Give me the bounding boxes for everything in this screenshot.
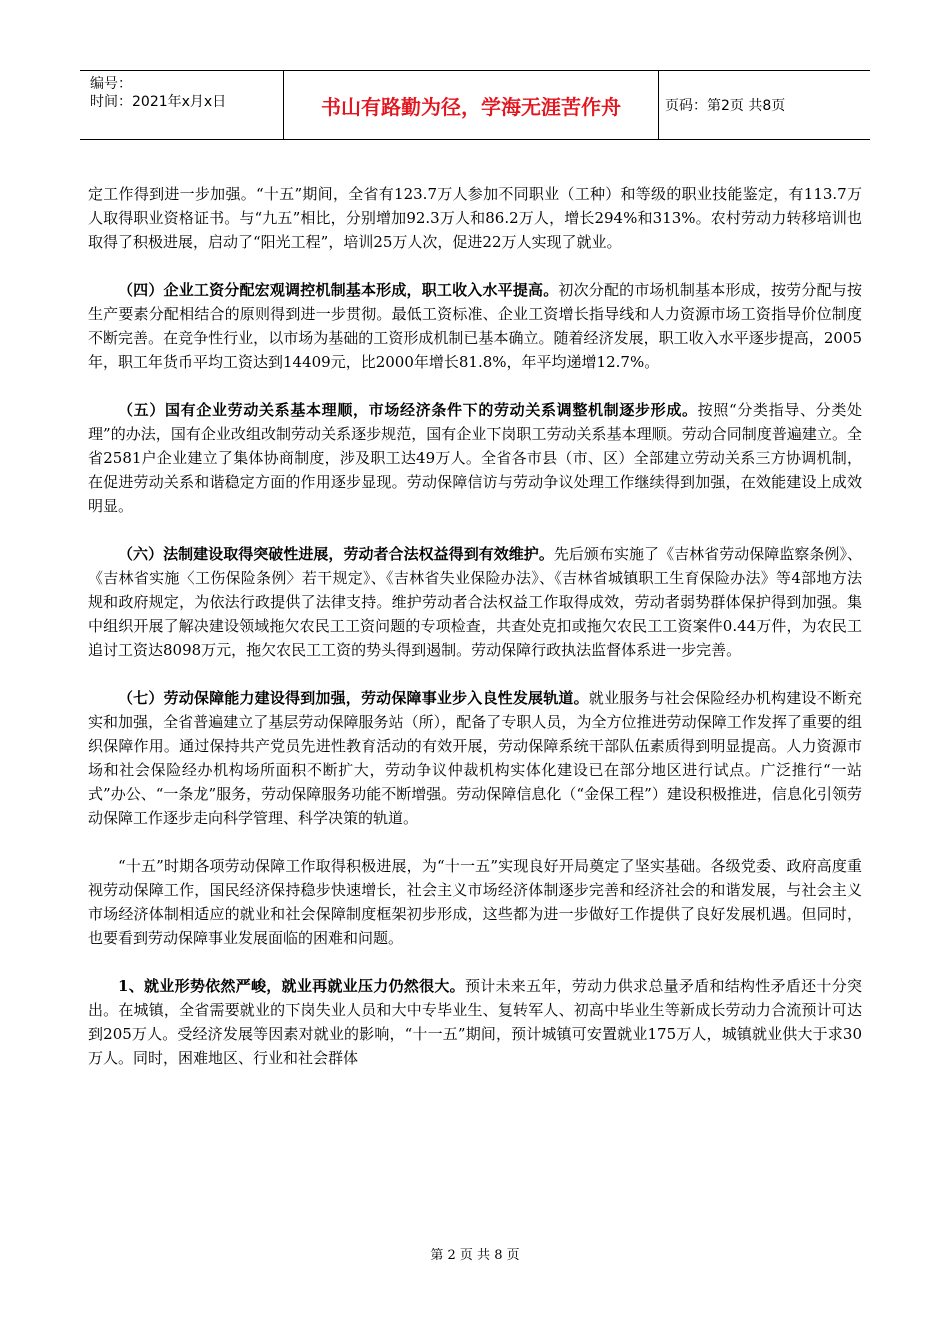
paragraph-issue-1 (88, 974, 862, 1070)
header-motto: 书山有路勤为径，学海无涯苦作舟 (284, 71, 659, 139)
section-heading: （六）法制建设取得突破性进展，劳动者合法权益得到有效维护。 (118, 545, 554, 563)
paragraph-section-4 (88, 278, 862, 374)
paragraph-text: 预计未来五年，劳动力供求总量矛盾和结构性矛盾还十分突出。在城镇，全省需要就业的下岗失业人员和大中专毕业生、复转军人、初高中毕业生等新成长劳动力合流预计可达到205万人。受经济发展等因素对就业的影响，“十一五”期间，预计城镇可安置就业175万人，城镇就业供大于求30万人。同时，困难地区、行业和社会群体 (88, 977, 862, 1067)
section-heading: （四）企业工资分配宏观调控机制基本形成，职工收入水平提高。 (118, 281, 559, 299)
page-footer: 第 2 页 共 8 页 (430, 1248, 520, 1263)
paragraph-text: 先后颁布实施了《吉林省劳动保障监察条例》、《吉林省实施〈工伤保险条例〉若干规定》、《吉林省失业保险办法》、《吉林省城镇职工生育保险办法》等4部地方法规和政府规定，为依法行政提供了法律支持。维护劳动者合法权益工作取得成效，劳动者弱势群体保护得到加强。集中组织开展了解决建设领域拖欠农民工工资问题的专项检查，共查处克扣或拖欠农民工工资案件0.44万件，为农民工追讨工资达8098万元，拖欠农民工工资的势头得到遏制。劳动保障行政执法监督体系进一步完善。 (88, 545, 862, 659)
section-heading: 1、就业形势依然严峻，就业再就业压力仍然很大。 (118, 977, 465, 995)
paragraph-section-7 (88, 686, 862, 830)
header-meta (80, 71, 284, 139)
paragraph-section-5 (88, 398, 862, 518)
document-body (88, 182, 862, 1094)
paragraph-text: 按照“分类指导、分类处理”的办法，国有企业改组改制劳动关系逐步规范，国有企业下岗职工劳动关系基本理顺。劳动合同制度普遍建立。全省2581户企业建立了集体协商制度，涉及职工达49万人。全省各市县（市、区）全部建立劳动关系三方协调机制，在促进劳动关系和谐稳定方面的作用逐步显现。劳动保障信访与劳动争议处理工作继续得到加强，在效能建设上成效明显。 (88, 401, 862, 515)
paragraph-summary (88, 854, 862, 950)
section-heading: （七）劳动保障能力建设得到加强，劳动保障事业步入良性发展轨道。 (118, 689, 589, 707)
paragraph-continuation (88, 182, 862, 254)
paragraph-text: 就业服务与社会保险经办机构建设不断充实和加强，全省普遍建立了基层劳动保障服务站（所），配备了专职人员，为全方位推进劳动保障工作发挥了重要的组织保障作用。通过保持共产党员先进性教育活动的有效开展，劳动保障系统干部队伍素质得到明显提高。人力资源市场和社会保险经办机构场所面积不断扩大，劳动争议仲裁机构实体化建设已在部分地区进行试点。广泛推行“一站式”办公、“一条龙”服务，劳动保障服务功能不断增强。劳动保障信息化（“金保工程”）建设积极推进，信息化引领劳动保障工作逐步走向科学管理、科学决策的轨道。 (88, 689, 862, 827)
paragraph-text: 定工作得到进一步加强。“十五”期间，全省有123.7万人参加不同职业（工种）和等级的职业技能鉴定，有113.7万人取得职业资格证书。与“九五”相比，分别增加92.3万人和86.2万人，增长294%和313%。农村劳动力转移培训也取得了积极进展，启动了“阳光工程”，培训25万人次，促进22万人实现了就业。 (88, 185, 862, 251)
paragraph-section-6 (88, 542, 862, 662)
document-time: 时间：2021年x月x日 (90, 94, 227, 110)
page-header (80, 70, 870, 140)
paragraph-text: 初次分配的市场机制基本形成，按劳分配与按生产要素分配相结合的原则得到进一步贯彻。最低工资标准、企业工资增长指导线和人力资源市场工资指导价位制度不断完善。在竞争性行业，以市场为基础的工资形成机制已基本确立。随着经济发展，职工收入水平逐步提高，2005年，职工年货币平均工资达到14409元，比2000年增长81.8%，年平均递增12.7%。 (88, 281, 862, 371)
header-page-info: 页码：第2页 共8页 (665, 98, 786, 114)
section-heading: （五）国有企业劳动关系基本理顺，市场经济条件下的劳动关系调整机制逐步形成。 (118, 401, 698, 419)
document-number-label: 编号： (90, 76, 132, 92)
paragraph-text: “十五”时期各项劳动保障工作取得积极进展，为“十一五”实现良好开局奠定了坚实基础。各级党委、政府高度重视劳动保障工作，国民经济保持稳步快速增长，社会主义市场经济体制逐步完善和经济社会的和谐发展，与社会主义市场经济体制相适应的就业和社会保障制度框架初步形成，这些都为进一步做好工作提供了良好发展机遇。但同时，也要看到劳动保障事业发展面临的困难和问题。 (88, 857, 862, 947)
